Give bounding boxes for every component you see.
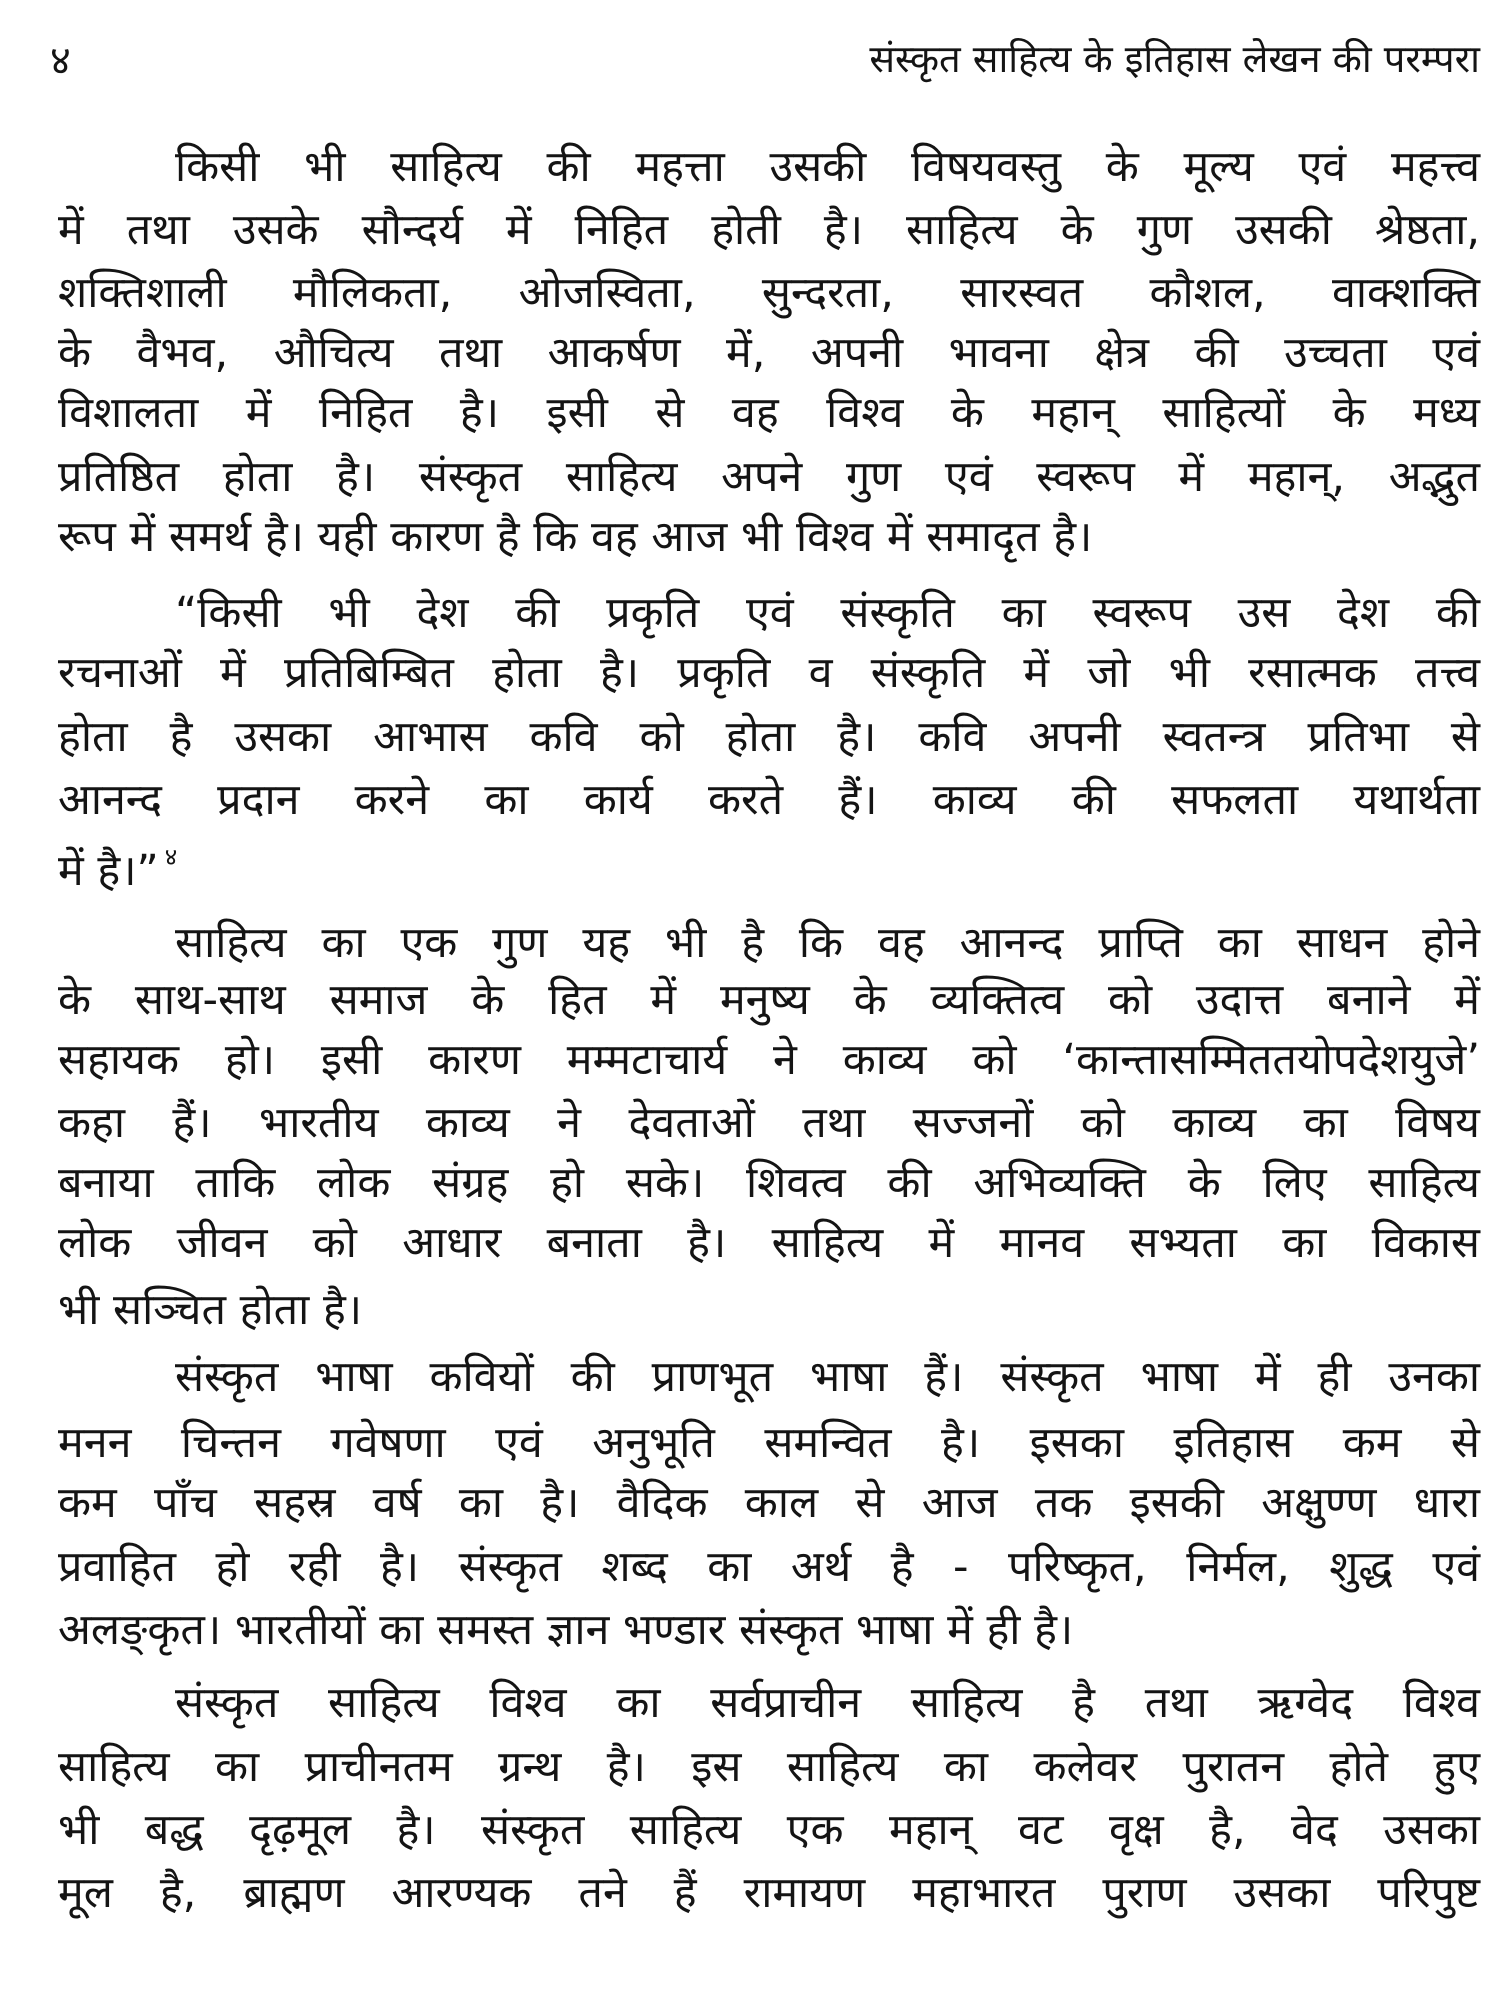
text-line: [58, 1800, 1480, 1860]
line-text: “किसी भी देश की प्रकृति एवं संस्कृति का स्वरूप उस देश की: [175, 588, 1480, 638]
text-line: [58, 1030, 1480, 1090]
line-text: सहायक हो। इसी कारण मम्मटाचार्य ने काव्य को ‘कान्तासम्मिततयोपदेशयुजे’: [58, 1035, 1480, 1085]
line-text: लोक जीवन को आधार बनाता है। साहित्य में मानव सभ्यता का विकास: [58, 1218, 1480, 1268]
text-line: [58, 1213, 1480, 1273]
line-text: किसी भी साहित्य की महत्ता उसकी विषयवस्तु के मूल्य एवं महत्त्व: [175, 142, 1480, 192]
text-line: [58, 447, 1480, 507]
text-line: [58, 770, 1480, 830]
text-line: [58, 1600, 1480, 1660]
line-text: प्रतिष्ठित होता है। संस्कृत साहित्य अपने गुण एवं स्वरूप में महान्, अद्भुत: [58, 452, 1480, 502]
text-line: [58, 827, 1480, 896]
text-line: [58, 1280, 1480, 1340]
line-text: में तथा उसके सौन्दर्य में निहित होती है। साहित्य के गुण उसकी श्रेष्ठता,: [58, 205, 1480, 255]
text-line: [175, 1347, 1480, 1407]
text-line: [58, 200, 1480, 260]
running-title: संस्कृत साहित्य के इतिहास लेखन की परम्परा: [869, 37, 1480, 81]
page-number: ४: [50, 38, 71, 84]
text-line: [58, 507, 1480, 567]
line-text: होता है उसका आभास कवि को होता है। कवि अपनी स्वतन्त्र प्रतिभा से: [58, 712, 1480, 762]
footnote-reference: ४: [164, 843, 178, 871]
line-text: रूप में समर्थ है। यही कारण है कि वह आज भी विश्व में समादृत है।: [58, 512, 1093, 562]
line-text: में है।”: [58, 846, 159, 896]
line-text: संस्कृत साहित्य विश्व का सर्वप्राचीन साहित्य है तथा ऋग्वेद विश्व: [175, 1678, 1480, 1728]
line-text: कहा हैं। भारतीय काव्य ने देवताओं तथा सज्जनों को काव्य का विषय: [58, 1098, 1480, 1148]
text-line: [175, 137, 1480, 197]
line-text: आनन्द प्रदान करने का कार्य करते हैं। काव्य की सफलता यथार्थता: [58, 775, 1480, 825]
text-line: [58, 383, 1480, 443]
line-text: के साथ-साथ समाज के हित में मनुष्य के व्यक्तित्व को उदात्त बनाने में: [58, 975, 1480, 1025]
line-text: अलङ्कृत। भारतीयों का समस्त ज्ञान भण्डार संस्कृत भाषा में ही है।: [58, 1605, 1074, 1655]
text-line: [58, 1537, 1480, 1597]
line-text: भी सञ्चित होता है।: [58, 1285, 363, 1335]
text-line: [58, 1473, 1480, 1533]
text-line: [58, 1413, 1480, 1473]
line-text: भी बद्ध दृढ़मूल है। संस्कृत साहित्य एक महान् वट वृक्ष है, वेद उसका: [58, 1805, 1480, 1855]
text-line: [58, 1093, 1480, 1153]
line-text: बनाया ताकि लोक संग्रह हो सके। शिवत्व की अभिव्यक्ति के लिए साहित्य: [58, 1158, 1480, 1208]
line-text: साहित्य का एक गुण यह भी है कि वह आनन्द प्राप्ति का साधन होने: [175, 918, 1480, 968]
text-line: [58, 970, 1480, 1030]
text-line: [58, 323, 1480, 383]
line-text: शक्तिशाली मौलिकता, ओजस्विता, सुन्दरता, सारस्वत कौशल, वाक्शक्ति: [58, 268, 1480, 318]
text-line: [58, 263, 1480, 323]
text-line: [175, 583, 1480, 643]
line-text: मनन चिन्तन गवेषणा एवं अनुभूति समन्वित है। इसका इतिहास कम से: [58, 1418, 1480, 1468]
text-line: [58, 1153, 1480, 1213]
line-text: संस्कृत भाषा कवियों की प्राणभूत भाषा हैं। संस्कृत भाषा में ही उनका: [175, 1352, 1480, 1402]
line-text: साहित्य का प्राचीनतम ग्रन्थ है। इस साहित्य का कलेवर पुरातन होते हुए: [58, 1742, 1480, 1792]
line-text: प्रवाहित हो रही है। संस्कृत शब्द का अर्थ है - परिष्कृत, निर्मल, शुद्ध एवं: [58, 1542, 1480, 1592]
text-line: [58, 1863, 1480, 1923]
text-line: [175, 1673, 1480, 1733]
line-text: कम पाँच सहस्र वर्ष का है। वैदिक काल से आज तक इसकी अक्षुण्ण धारा: [58, 1478, 1480, 1528]
line-text: विशालता में निहित है। इसी से वह विश्व के महान् साहित्यों के मध्य: [58, 388, 1480, 438]
text-line: [175, 913, 1480, 973]
text-line: [58, 1737, 1480, 1797]
text-line: [58, 643, 1480, 703]
line-text: रचनाओं में प्रतिबिम्बित होता है। प्रकृति व संस्कृति में जो भी रसात्मक तत्त्व: [58, 648, 1480, 698]
line-text: के वैभव, औचित्य तथा आकर्षण में, अपनी भावना क्षेत्र की उच्चता एवं: [58, 328, 1480, 378]
text-line: [58, 707, 1480, 767]
line-text: मूल है, ब्राह्मण आरण्यक तने हैं रामायण महाभारत पुराण उसका परिपुष्ट: [58, 1868, 1480, 1918]
